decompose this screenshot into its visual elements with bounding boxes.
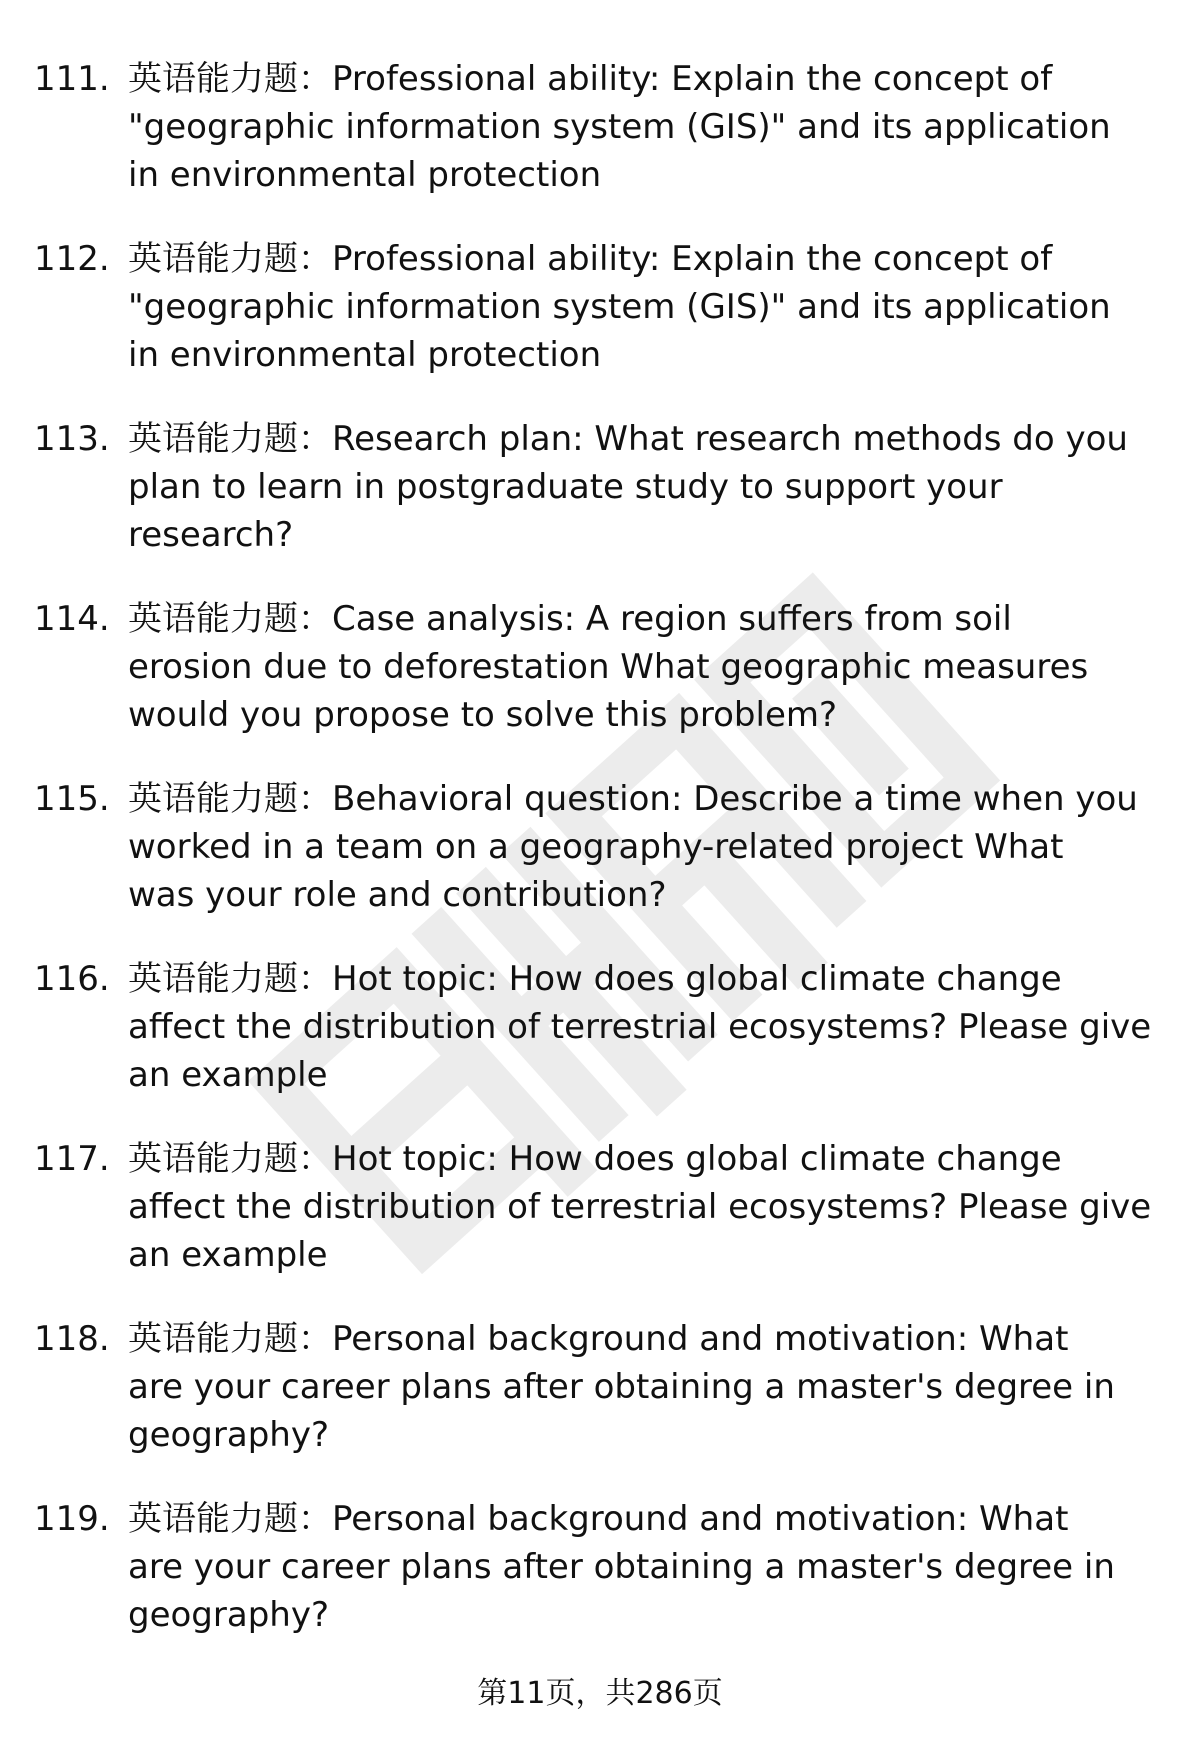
- question-line: are your career plans after obtaining a master's degree in: [128, 1547, 1115, 1587]
- question-line: are your career plans after obtaining a master's degree in: [128, 1367, 1115, 1407]
- question-number: 115.: [34, 779, 110, 819]
- question-line: 英语能力题：Professional ability: Explain the concept of: [128, 239, 1053, 279]
- question-number: 114.: [34, 599, 110, 639]
- question-line: plan to learn in postgraduate study to support your: [128, 467, 1003, 507]
- question-line: erosion due to deforestation What geographic measures: [128, 647, 1089, 687]
- question-line: 英语能力题：Personal background and motivation: What: [128, 1319, 1069, 1359]
- question-line: 英语能力题：Research plan: What research methods do you: [128, 419, 1128, 459]
- question-number: 116.: [34, 959, 110, 999]
- question-text: [128, 235, 1168, 379]
- question-text: [128, 775, 1168, 919]
- question-line: 英语能力题：Behavioral question: Describe a time when you: [128, 779, 1138, 819]
- question-number: 118.: [34, 1319, 110, 1359]
- question-line: an example: [128, 1235, 328, 1275]
- question-line: in environmental protection: [128, 155, 602, 195]
- question-line: "geographic information system (GIS)" and its application: [128, 287, 1111, 327]
- question-line: in environmental protection: [128, 335, 602, 375]
- question-line: research?: [128, 515, 294, 555]
- question-line: geography?: [128, 1595, 329, 1635]
- question-line: 英语能力题：Hot topic: How does global climate change: [128, 959, 1062, 999]
- question-line: would you propose to solve this problem?: [128, 695, 838, 735]
- page-number-footer: 第11页，共286页: [477, 1676, 723, 1711]
- question-number: 117.: [34, 1139, 110, 1179]
- question-line: 英语能力题：Professional ability: Explain the concept of: [128, 59, 1053, 99]
- question-line: worked in a team on a geography-related project What: [128, 827, 1064, 867]
- question-number: 112.: [34, 239, 110, 279]
- question-number: 111.: [34, 59, 110, 99]
- question-line: 英语能力题：Case analysis: A region suffers from soil: [128, 599, 1012, 639]
- question-line: was your role and contribution?: [128, 875, 667, 915]
- question-text: [128, 955, 1168, 1099]
- question-line: affect the distribution of terrestrial ecosystems? Please give: [128, 1007, 1152, 1047]
- question-text: [128, 55, 1168, 199]
- question-text: [128, 1315, 1168, 1459]
- question-number: 119.: [34, 1499, 110, 1539]
- question-text: [128, 1495, 1168, 1639]
- question-line: "geographic information system (GIS)" and its application: [128, 107, 1111, 147]
- question-line: an example: [128, 1055, 328, 1095]
- question-line: geography?: [128, 1415, 329, 1455]
- question-number: 113.: [34, 419, 110, 459]
- question-text: [128, 595, 1168, 739]
- question-line: 英语能力题：Personal background and motivation: What: [128, 1499, 1069, 1539]
- question-text: [128, 1135, 1168, 1279]
- question-line: affect the distribution of terrestrial ecosystems? Please give: [128, 1187, 1152, 1227]
- question-line: 英语能力题：Hot topic: How does global climate change: [128, 1139, 1062, 1179]
- question-text: [128, 415, 1168, 559]
